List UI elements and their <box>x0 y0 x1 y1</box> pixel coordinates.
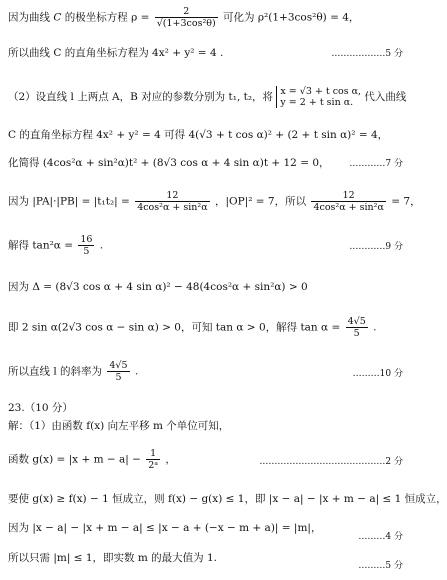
text: = 7， <box>391 195 421 208</box>
equation: ρ = <box>131 11 150 24</box>
score-mark: …………7 分 <box>349 159 403 169</box>
text: 解：（1）由函数 f(x) 向左平移 m 个单位可知， <box>8 420 230 432</box>
line-substitution <box>8 128 403 142</box>
text: 所以曲线 C 的直角坐标方程为 4x² + y² = 4 . <box>8 47 224 59</box>
score-mark: ………………5 分 <box>331 49 403 59</box>
score-mark: ………10 分 <box>352 369 403 379</box>
line-polar-equation <box>8 6 403 29</box>
numerator: 12 <box>135 190 209 202</box>
text: . <box>373 321 377 334</box>
text: C 的直角坐标方程 4x² + y² = 4 可得 4(√3 + t cos α)² + (2 + t sin α)² = 4， <box>8 129 389 141</box>
line-tan-squared <box>8 234 403 257</box>
curve-symbol: C <box>53 11 62 24</box>
fraction <box>346 316 368 339</box>
text: 函数 g(x) = |x + m − a| − <box>8 453 141 466</box>
line-discriminant <box>8 280 403 294</box>
fraction <box>311 190 385 213</box>
text: 化简得 (4cos²α + sin²α)t² + (8√3 cos α + 4 sin α)t + 12 = 0， <box>8 157 330 169</box>
text: 所以直线 l 的斜率为 <box>8 365 103 378</box>
text: 因为 Δ = (8√3 cos α + 4 sin α)² − 48(4cos²α + sin²α) > 0 <box>8 281 308 293</box>
problem-23-heading <box>8 401 403 415</box>
line-conclusion <box>8 551 403 565</box>
text: 代入曲线 <box>364 91 407 103</box>
numerator: 1 <box>146 448 160 460</box>
denominator: 5 <box>83 246 90 257</box>
score-mark: ………4 分 <box>358 532 403 542</box>
numerator: 4√5 <box>347 316 366 327</box>
text: ， <box>165 453 176 466</box>
text: 所以只需 |m| ≤ 1，即实数 m 的最大值为 1. <box>8 552 218 564</box>
parametric-system <box>276 86 361 108</box>
numerator: 16 <box>80 234 93 245</box>
denominator: 4cos²α + sin²α <box>313 202 384 213</box>
fraction <box>107 360 129 383</box>
line-translation <box>8 419 403 433</box>
text: 因为 |x − a| − |x + m − a| ≤ |x − a + (−x − m + a)| = |m|， <box>8 522 322 534</box>
text: 因为曲线 <box>8 11 50 24</box>
system-line: x = √3 + t cos α, <box>280 86 362 97</box>
line-simplified <box>8 156 403 170</box>
text: . <box>99 239 104 252</box>
score-mark: ………5 分 <box>358 561 403 571</box>
fraction <box>78 234 94 257</box>
fraction <box>135 190 209 213</box>
text: 可化为 ρ²(1+3cos²θ) = 4， <box>223 11 360 24</box>
text: . <box>134 365 139 378</box>
text: 的极坐标方程 <box>64 11 128 24</box>
denominator: 5 <box>353 328 360 339</box>
denominator: 5 <box>115 372 122 383</box>
fraction <box>155 6 218 29</box>
fraction <box>146 448 160 471</box>
text: 23.（10 分） <box>8 402 73 414</box>
line-parametric-setup <box>8 86 407 108</box>
text: 解得 tan²α = <box>8 239 74 252</box>
line-tan-value <box>8 316 403 339</box>
text: 因为 |PA|·|PB| = |t₁t₂| = <box>8 195 130 208</box>
denominator: √(1+3cos²θ) <box>156 18 216 29</box>
numerator: 12 <box>311 190 385 202</box>
numerator: 2 <box>155 6 218 18</box>
line-slope <box>8 360 403 383</box>
text: 要使 g(x) ≥ f(x) − 1 恒成立，则 f(x) − g(x) ≤ 1，即 |x − a| − |x + m − a| ≤ 1 恒成立， <box>8 493 447 505</box>
text: 即 2 sin α(2√3 cos α − sin α) > 0，可知 tan α > 0，解得 tan α = <box>8 321 341 334</box>
text: （2）设直线 l 上两点 A，B 对应的参数分别为 t₁, t₂，将 <box>8 91 274 103</box>
line-inequality <box>8 492 447 506</box>
denominator: 2ᵃ <box>148 460 159 471</box>
text: ，|OP|² = 7，所以 <box>214 195 307 208</box>
numerator: 4√5 <box>109 360 128 371</box>
line-product <box>8 190 421 213</box>
line-triangle-inequality <box>8 521 403 535</box>
system-line: y = 2 + t sin α. <box>280 97 354 108</box>
score-mark: …………9 分 <box>349 242 403 252</box>
score-mark: ……………………………………2 分 <box>259 457 403 467</box>
denominator: 4cos²α + sin²α <box>137 202 208 213</box>
